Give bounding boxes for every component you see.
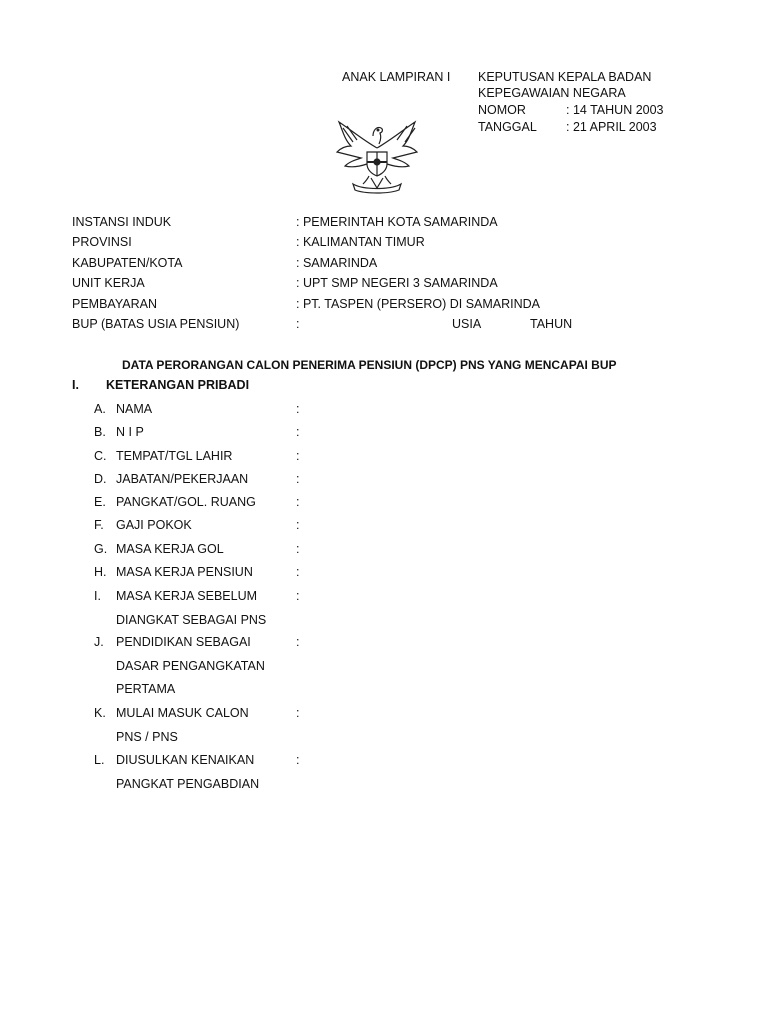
- item-label: PERTAMA: [116, 682, 176, 696]
- item-colon: :: [296, 402, 300, 416]
- item-colon: :: [296, 706, 300, 720]
- item-label: DIUSULKAN KENAIKAN: [116, 753, 255, 767]
- item-colon: :: [296, 635, 300, 649]
- decree-date-value: : 21 APRIL 2003: [566, 120, 657, 134]
- info-label: INSTANSI INDUK: [72, 215, 172, 229]
- item-letter: C.: [94, 449, 107, 463]
- info-value: : UPT SMP NEGERI 3 SAMARINDA: [296, 276, 498, 290]
- item-letter: L.: [94, 753, 105, 767]
- item-label: N I P: [116, 425, 144, 439]
- info-label: KABUPATEN/KOTA: [72, 256, 183, 270]
- bup-usia-label: USIA: [452, 317, 482, 331]
- item-label: PENDIDIKAN SEBAGAI: [116, 635, 251, 649]
- info-value: : PEMERINTAH KOTA SAMARINDA: [296, 215, 498, 229]
- item-label: GAJI POKOK: [116, 518, 192, 532]
- section-title: KETERANGAN PRIBADI: [106, 378, 250, 392]
- item-label: JABATAN/PEKERJAAN: [116, 472, 249, 486]
- item-label: PNS / PNS: [116, 729, 178, 744]
- item-letter: K.: [94, 706, 106, 720]
- item-letter: A.: [94, 402, 106, 416]
- document-title: DATA PERORANGAN CALON PENERIMA PENSIUN (DPCP) PNS YANG MENCAPAI BUP: [122, 358, 617, 372]
- item-colon: :: [296, 542, 300, 556]
- section-number: I.: [72, 378, 79, 392]
- info-label: BUP (BATAS USIA PENSIUN): [72, 317, 240, 331]
- item-letter: E.: [94, 495, 106, 509]
- item-colon: :: [296, 495, 300, 509]
- item-colon: :: [296, 518, 300, 532]
- info-value: : PT. TASPEN (PERSERO) DI SAMARINDA: [296, 297, 541, 311]
- info-value: : KALIMANTAN TIMUR: [296, 235, 425, 249]
- decree-date-label: TANGGAL: [478, 120, 537, 134]
- info-value: : SAMARINDA: [296, 256, 378, 270]
- attachment-label: ANAK LAMPIRAN I: [342, 70, 451, 84]
- decree-number-label: NOMOR: [478, 103, 526, 117]
- item-letter: D.: [94, 472, 107, 486]
- item-letter: G.: [94, 542, 108, 556]
- item-label: MASA KERJA SEBELUM: [116, 589, 258, 603]
- info-label: PEMBAYARAN: [72, 297, 157, 311]
- garuda-emblem-icon: [333, 118, 421, 196]
- decree-title-line1: KEPUTUSAN KEPALA BADAN: [478, 70, 652, 84]
- item-letter: H.: [94, 565, 107, 579]
- item-label: PANGKAT/GOL. RUANG: [116, 495, 256, 509]
- item-label: NAMA: [116, 402, 153, 416]
- item-label: PANGKAT PENGABDIAN: [116, 776, 260, 791]
- item-colon: :: [296, 449, 300, 463]
- decree-number-value: : 14 TAHUN 2003: [566, 103, 664, 117]
- decree-title-line2: KEPEGAWAIAN NEGARA: [478, 86, 626, 100]
- item-letter: B.: [94, 425, 106, 439]
- item-label: DIANGKAT SEBAGAI PNS: [116, 612, 267, 627]
- bup-tahun-label: TAHUN: [530, 317, 573, 331]
- item-label: MASA KERJA PENSIUN: [116, 565, 253, 579]
- item-letter: J.: [94, 635, 104, 649]
- item-colon: :: [296, 565, 300, 579]
- item-label: MASA KERJA GOL: [116, 542, 224, 556]
- info-label: UNIT KERJA: [72, 276, 145, 290]
- info-value: :: [296, 317, 300, 331]
- item-colon: :: [296, 425, 300, 439]
- item-colon: :: [296, 753, 300, 767]
- item-letter: F.: [94, 518, 104, 532]
- info-label: PROVINSI: [72, 235, 132, 249]
- item-label: TEMPAT/TGL LAHIR: [116, 449, 233, 463]
- item-label: MULAI MASUK CALON: [116, 706, 249, 720]
- item-colon: :: [296, 472, 300, 486]
- item-label: DASAR PENGANGKATAN: [116, 658, 265, 673]
- item-letter: I.: [94, 589, 101, 603]
- item-colon: :: [296, 589, 300, 603]
